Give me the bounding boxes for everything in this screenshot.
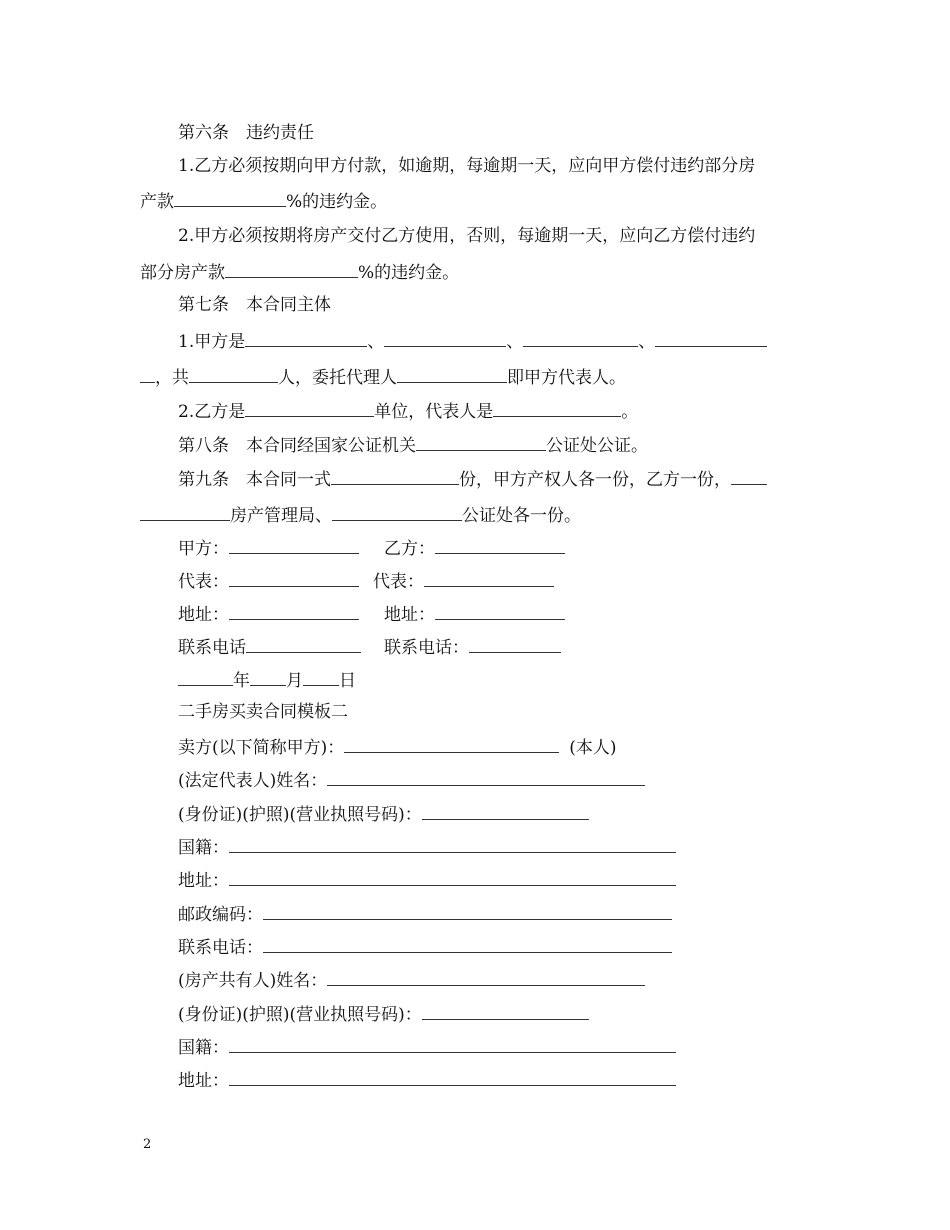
- article-6-clause-1-cont: 产款 %的违约金。: [140, 192, 388, 212]
- blank-field: [655, 330, 767, 347]
- blank-field: [245, 330, 367, 347]
- blank-field: [229, 836, 676, 853]
- nationality-line-1: 国籍：: [178, 836, 676, 858]
- blank-field: [731, 468, 767, 485]
- blank-field: [229, 570, 359, 587]
- blank-field: [384, 330, 506, 347]
- article-6-clause-2: 2.甲方必须按期将房产交付乙方使用，否则，每逾期一天，应向乙方偿付违约: [178, 226, 756, 246]
- blank-field: [245, 400, 374, 417]
- postcode-line: 邮政编码：: [178, 903, 672, 925]
- blank-field: [435, 537, 565, 554]
- sig-addr-b: 地址：: [384, 603, 565, 625]
- blank-field: [229, 603, 359, 620]
- sig-tel-b: 联系电话：: [384, 636, 561, 658]
- template-2-title: 二手房买卖合同模板二: [178, 702, 348, 722]
- article-9: 第九条 本合同一式 份，甲方产权人各一份，乙方一份，: [178, 468, 767, 490]
- article-7-heading: 第七条 本合同主体: [178, 295, 331, 315]
- sig-rep-b: 代表：: [373, 570, 554, 592]
- sig-rep-a: 代表：: [178, 570, 359, 592]
- blank-field: [422, 803, 589, 820]
- article-7-clause-2: 2.乙方是 单位，代表人是 。: [178, 402, 639, 422]
- article-6-clause-2-cont: 部分房产款 %的违约金。: [140, 263, 460, 283]
- article-6-heading: 第六条 违约责任: [178, 123, 314, 143]
- blank-field: [140, 366, 155, 383]
- blank-field: [303, 669, 339, 686]
- blank-field: [229, 1036, 676, 1053]
- blank-field: [327, 769, 645, 786]
- blank-field: [263, 903, 672, 920]
- blank-field: [229, 537, 359, 554]
- address-line-2: 地址：: [178, 1069, 676, 1091]
- page-number: 2: [143, 1137, 152, 1152]
- sig-tel-a: 联系电话: [178, 636, 361, 658]
- blank-field: [174, 190, 286, 207]
- blank-field: [493, 400, 621, 417]
- article-7-clause-1: 1.甲方是 、 、 、: [178, 330, 767, 352]
- sig-party-b: 乙方：: [384, 537, 565, 559]
- nationality-line-2: 国籍：: [178, 1036, 676, 1058]
- blank-field: [424, 570, 554, 587]
- article-7-clause-1-cont: ，共 人，委托代理人 即甲方代表人。: [140, 366, 626, 388]
- blank-field: [229, 869, 676, 886]
- blank-field: [229, 1069, 676, 1086]
- blank-field: [140, 504, 230, 521]
- blank-field: [422, 1003, 589, 1020]
- blank-field: [246, 636, 361, 653]
- sig-date: 年 月 日: [178, 669, 356, 691]
- blank-field: [263, 936, 672, 953]
- seller-line: 卖方(以下简称甲方)： (本人): [178, 738, 617, 758]
- blank-field: [397, 366, 507, 383]
- blank-field: [523, 330, 638, 347]
- blank-field: [225, 261, 358, 278]
- blank-field: [416, 434, 546, 451]
- article-9-cont: 房产管理局、 公证处各一份。: [140, 504, 581, 526]
- blank-field: [469, 636, 561, 653]
- coowner-line: (房产共有人)姓名：: [178, 969, 645, 991]
- sig-party-a: 甲方：: [178, 537, 359, 559]
- article-6-clause-1: 1.乙方必须按期向甲方付款，如逾期，每逾期一天，应向甲方偿付违约部分房: [178, 156, 756, 176]
- id-line-2: (身份证)(护照)(营业执照号码)：: [178, 1003, 589, 1025]
- blank-field: [435, 603, 565, 620]
- blank-field: [327, 969, 645, 986]
- blank-field: [189, 366, 278, 383]
- address-line-1: 地址：: [178, 869, 676, 891]
- blank-field: [331, 468, 459, 485]
- id-line-1: (身份证)(护照)(营业执照号码)：: [178, 803, 589, 825]
- tel-line: 联系电话：: [178, 936, 672, 958]
- blank-field: [332, 504, 462, 521]
- blank-field: [344, 736, 559, 753]
- legal-rep-line: (法定代表人)姓名：: [178, 769, 645, 791]
- article-8: 第八条 本合同经国家公证机关 公证处公证。: [178, 436, 648, 456]
- blank-field: [250, 669, 286, 686]
- blank-field: [178, 669, 233, 686]
- sig-addr-a: 地址：: [178, 603, 359, 625]
